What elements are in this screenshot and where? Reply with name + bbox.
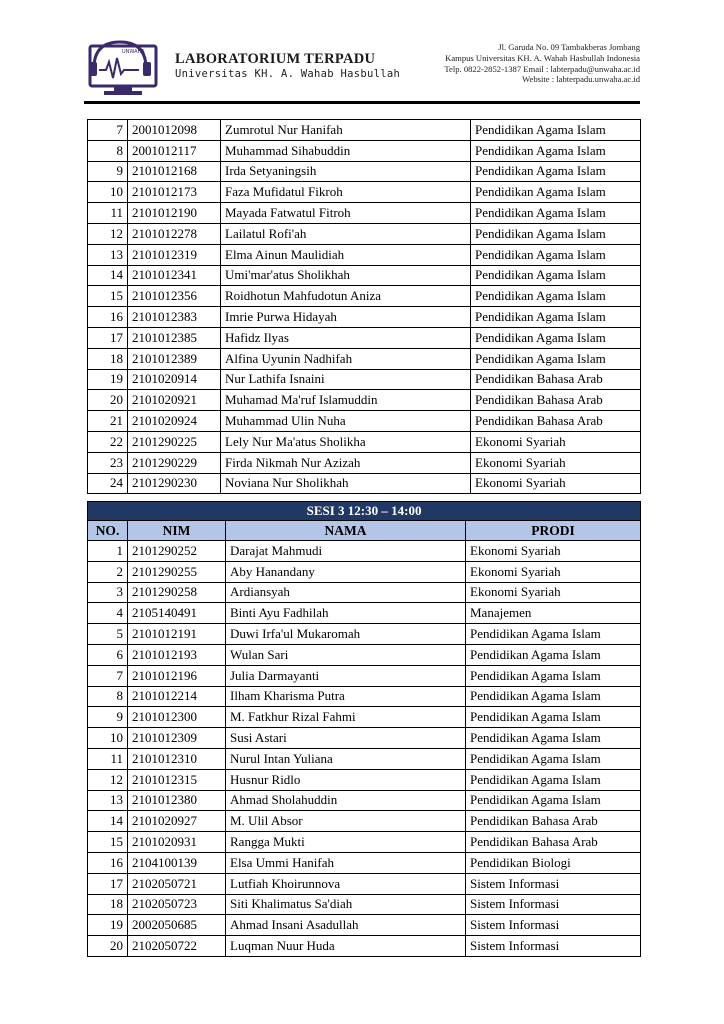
table-row xyxy=(88,915,641,936)
table-row xyxy=(88,707,641,728)
table-row xyxy=(88,748,641,769)
cell-nama: Binti Ayu Fadhilah xyxy=(226,603,466,624)
cell-nama: Firda Nikmah Nur Azizah xyxy=(221,452,471,473)
cell-nama: Ardiansyah xyxy=(226,582,466,603)
cell-nama: Lutfiah Khoirunnova xyxy=(226,873,466,894)
cell-no: 16 xyxy=(88,307,128,328)
cell-nim: 2101012310 xyxy=(128,748,226,769)
table-row xyxy=(88,473,641,494)
cell-nama: Roidhotun Mahfudotun Aniza xyxy=(221,286,471,307)
cell-no: 23 xyxy=(88,452,128,473)
table-row xyxy=(88,327,641,348)
table-row xyxy=(88,203,641,224)
cell-nama: Noviana Nur Sholikhah xyxy=(221,473,471,494)
column-header-no: NO. xyxy=(88,521,128,541)
cell-prodi: Pendidikan Bahasa Arab xyxy=(471,369,641,390)
lab-address xyxy=(410,42,640,85)
cell-nama: Irda Setyaningsih xyxy=(221,161,471,182)
cell-prodi: Pendidikan Agama Islam xyxy=(471,161,641,182)
table-row xyxy=(88,873,641,894)
table-row xyxy=(88,665,641,686)
table-header-row xyxy=(88,521,641,541)
cell-prodi: Pendidikan Agama Islam xyxy=(471,182,641,203)
cell-nama: Julia Darmayanti xyxy=(226,665,466,686)
cell-nama: Faza Mufidatul Fikroh xyxy=(221,182,471,203)
cell-nim: 2101012385 xyxy=(128,327,221,348)
cell-no: 6 xyxy=(88,644,128,665)
table-row xyxy=(88,369,641,390)
cell-prodi: Pendidikan Agama Islam xyxy=(471,223,641,244)
cell-nim: 2101290225 xyxy=(128,431,221,452)
cell-nim: 2101012319 xyxy=(128,244,221,265)
cell-nama: Umi'mar'atus Sholikhah xyxy=(221,265,471,286)
cell-nama: Luqman Nuur Huda xyxy=(226,936,466,957)
column-header-nim: NIM xyxy=(128,521,226,541)
cell-nim: 2101012193 xyxy=(128,644,226,665)
cell-nim: 2101012389 xyxy=(128,348,221,369)
cell-nim: 2101020931 xyxy=(128,832,226,853)
cell-no: 22 xyxy=(88,431,128,452)
cell-nama: Lely Nur Ma'atus Sholikha xyxy=(221,431,471,452)
cell-no: 5 xyxy=(88,624,128,645)
cell-nim: 2102050723 xyxy=(128,894,226,915)
cell-nim: 2102050721 xyxy=(128,873,226,894)
cell-nim: 2101012309 xyxy=(128,728,226,749)
cell-nim: 2101012341 xyxy=(128,265,221,286)
table-row xyxy=(88,561,641,582)
cell-nama: Wulan Sari xyxy=(226,644,466,665)
cell-prodi: Pendidikan Agama Islam xyxy=(466,624,641,645)
cell-no: 9 xyxy=(88,161,128,182)
cell-prodi: Pendidikan Agama Islam xyxy=(466,790,641,811)
cell-nim: 2102050722 xyxy=(128,936,226,957)
session-3-table xyxy=(87,501,641,957)
table-body xyxy=(88,120,641,494)
cell-nama: Siti Khalimatus Sa'diah xyxy=(226,894,466,915)
cell-prodi: Pendidikan Agama Islam xyxy=(471,327,641,348)
laboratory-logo-icon xyxy=(84,38,164,98)
cell-no: 13 xyxy=(88,244,128,265)
website-line: Website : labterpadu.unwaha.ac.id xyxy=(522,74,640,85)
cell-prodi: Pendidikan Agama Islam xyxy=(471,265,641,286)
cell-no: 15 xyxy=(88,832,128,853)
lab-subtitle: Universitas KH. A. Wahab Hasbullah xyxy=(175,68,401,80)
table-row xyxy=(88,541,641,562)
cell-no: 1 xyxy=(88,541,128,562)
cell-nim: 2101020921 xyxy=(128,390,221,411)
participants-table-continued xyxy=(87,119,641,494)
table-row xyxy=(88,811,641,832)
cell-prodi: Pendidikan Agama Islam xyxy=(471,348,641,369)
cell-no: 13 xyxy=(88,790,128,811)
cell-nim: 2101012383 xyxy=(128,307,221,328)
cell-nama: Ahmad Sholahuddin xyxy=(226,790,466,811)
cell-nim: 2101012380 xyxy=(128,790,226,811)
table-row xyxy=(88,790,641,811)
cell-nim: 2001012098 xyxy=(128,120,221,141)
table-row xyxy=(88,624,641,645)
cell-prodi: Sistem Informasi xyxy=(466,873,641,894)
cell-no: 17 xyxy=(88,327,128,348)
cell-nama: Elsa Ummi Hanifah xyxy=(226,852,466,873)
table-row xyxy=(88,223,641,244)
table-row xyxy=(88,603,641,624)
cell-prodi: Pendidikan Agama Islam xyxy=(471,203,641,224)
cell-nim: 2101290252 xyxy=(128,541,226,562)
cell-prodi: Pendidikan Agama Islam xyxy=(466,686,641,707)
cell-nim: 2104100139 xyxy=(128,852,226,873)
cell-nama: Muhammad Ulin Nuha xyxy=(221,411,471,432)
cell-nama: Nurul Intan Yuliana xyxy=(226,748,466,769)
cell-prodi: Sistem Informasi xyxy=(466,936,641,957)
cell-prodi: Sistem Informasi xyxy=(466,894,641,915)
cell-nama: Muhamad Ma'ruf Islamuddin xyxy=(221,390,471,411)
cell-nama: Husnur Ridlo xyxy=(226,769,466,790)
contact-line: Telp. 0822-2852-1387 Email : labterpadu@unwaha.ac.id xyxy=(444,63,640,74)
cell-nim: 2101012214 xyxy=(128,686,226,707)
cell-nim: 2101012196 xyxy=(128,665,226,686)
cell-nama: Darajat Mahmudi xyxy=(226,541,466,562)
cell-prodi: Ekonomi Syariah xyxy=(466,582,641,603)
cell-nama: Lailatul Rofi'ah xyxy=(221,223,471,244)
table-row xyxy=(88,307,641,328)
lab-title: LABORATORIUM TERPADU xyxy=(175,51,376,67)
cell-no: 10 xyxy=(88,182,128,203)
table-row xyxy=(88,894,641,915)
cell-no: 11 xyxy=(88,748,128,769)
cell-nim: 2101290258 xyxy=(128,582,226,603)
cell-no: 9 xyxy=(88,707,128,728)
cell-no: 14 xyxy=(88,265,128,286)
column-header-nama: NAMA xyxy=(226,521,466,541)
cell-prodi: Pendidikan Bahasa Arab xyxy=(471,390,641,411)
address-line: Kampus Universitas KH. A. Wahab Hasbullah Indonesia xyxy=(445,52,640,63)
cell-no: 3 xyxy=(88,582,128,603)
cell-no: 8 xyxy=(88,686,128,707)
table-row xyxy=(88,582,641,603)
table-row xyxy=(88,244,641,265)
cell-nama: Imrie Purwa Hidayah xyxy=(221,307,471,328)
session-title: SESI 3 12:30 – 14:00 xyxy=(88,502,641,521)
cell-no: 19 xyxy=(88,369,128,390)
table-row xyxy=(88,936,641,957)
cell-prodi: Pendidikan Agama Islam xyxy=(466,644,641,665)
cell-nim: 2001012117 xyxy=(128,140,221,161)
cell-nim: 2002050685 xyxy=(128,915,226,936)
cell-nim: 2101020924 xyxy=(128,411,221,432)
table-row xyxy=(88,161,641,182)
table-body xyxy=(88,541,641,957)
table-row xyxy=(88,140,641,161)
cell-nama: M. Fatkhur Rizal Fahmi xyxy=(226,707,466,728)
cell-nama: Hafidz Ilyas xyxy=(221,327,471,348)
cell-no: 8 xyxy=(88,140,128,161)
svg-text:UNWAHA: UNWAHA xyxy=(122,49,145,55)
table-row xyxy=(88,728,641,749)
cell-prodi: Pendidikan Agama Islam xyxy=(466,769,641,790)
cell-no: 24 xyxy=(88,473,128,494)
cell-nama: Aby Hanandany xyxy=(226,561,466,582)
table-row xyxy=(88,120,641,141)
cell-no: 2 xyxy=(88,561,128,582)
cell-nim: 2101012315 xyxy=(128,769,226,790)
cell-no: 15 xyxy=(88,286,128,307)
cell-prodi: Pendidikan Bahasa Arab xyxy=(466,832,641,853)
cell-prodi: Pendidikan Agama Islam xyxy=(471,286,641,307)
cell-nama: Ahmad Insani Asadullah xyxy=(226,915,466,936)
cell-no: 18 xyxy=(88,894,128,915)
table-row xyxy=(88,348,641,369)
cell-prodi: Ekonomi Syariah xyxy=(471,452,641,473)
cell-no: 7 xyxy=(88,665,128,686)
cell-nama: Duwi Irfa'ul Mukaromah xyxy=(226,624,466,645)
cell-no: 11 xyxy=(88,203,128,224)
cell-prodi: Pendidikan Agama Islam xyxy=(471,120,641,141)
cell-prodi: Ekonomi Syariah xyxy=(466,541,641,562)
cell-no: 10 xyxy=(88,728,128,749)
cell-nim: 2101012168 xyxy=(128,161,221,182)
cell-nama: Rangga Mukti xyxy=(226,832,466,853)
cell-nim: 2101012300 xyxy=(128,707,226,728)
cell-nim: 2101012191 xyxy=(128,624,226,645)
table-row xyxy=(88,832,641,853)
table-row xyxy=(88,390,641,411)
table-row xyxy=(88,644,641,665)
session-title-row xyxy=(88,502,641,521)
cell-nim: 2101012356 xyxy=(128,286,221,307)
cell-no: 17 xyxy=(88,873,128,894)
cell-nama: Zumrotul Nur Hanifah xyxy=(221,120,471,141)
cell-nama: Mayada Fatwatul Fitroh xyxy=(221,203,471,224)
cell-prodi: Ekonomi Syariah xyxy=(466,561,641,582)
cell-prodi: Pendidikan Agama Islam xyxy=(466,665,641,686)
cell-prodi: Ekonomi Syariah xyxy=(471,473,641,494)
cell-prodi: Pendidikan Bahasa Arab xyxy=(466,811,641,832)
header-divider xyxy=(84,101,640,104)
cell-prodi: Ekonomi Syariah xyxy=(471,431,641,452)
cell-no: 21 xyxy=(88,411,128,432)
cell-prodi: Pendidikan Agama Islam xyxy=(466,728,641,749)
cell-no: 4 xyxy=(88,603,128,624)
table-row xyxy=(88,431,641,452)
table-row xyxy=(88,686,641,707)
cell-no: 7 xyxy=(88,120,128,141)
cell-nama: M. Ulil Absor xyxy=(226,811,466,832)
cell-no: 12 xyxy=(88,223,128,244)
cell-no: 14 xyxy=(88,811,128,832)
cell-nama: Susi Astari xyxy=(226,728,466,749)
cell-no: 20 xyxy=(88,390,128,411)
cell-nim: 2101012190 xyxy=(128,203,221,224)
table-row xyxy=(88,265,641,286)
cell-no: 19 xyxy=(88,915,128,936)
cell-prodi: Pendidikan Agama Islam xyxy=(471,307,641,328)
column-header-prodi: PRODI xyxy=(466,521,641,541)
cell-no: 20 xyxy=(88,936,128,957)
cell-no: 16 xyxy=(88,852,128,873)
table-row xyxy=(88,852,641,873)
cell-prodi: Pendidikan Agama Islam xyxy=(466,707,641,728)
table-row xyxy=(88,769,641,790)
cell-no: 12 xyxy=(88,769,128,790)
cell-prodi: Pendidikan Agama Islam xyxy=(471,244,641,265)
cell-nim: 2101290229 xyxy=(128,452,221,473)
table-row xyxy=(88,286,641,307)
cell-nim: 2101290230 xyxy=(128,473,221,494)
table-row xyxy=(88,182,641,203)
table-row xyxy=(88,411,641,432)
cell-prodi: Manajemen xyxy=(466,603,641,624)
cell-prodi: Pendidikan Biologi xyxy=(466,852,641,873)
cell-no: 18 xyxy=(88,348,128,369)
cell-nim: 2101020927 xyxy=(128,811,226,832)
cell-prodi: Pendidikan Bahasa Arab xyxy=(471,411,641,432)
cell-nim: 2101012173 xyxy=(128,182,221,203)
letterhead xyxy=(84,36,640,102)
cell-nim: 2101012278 xyxy=(128,223,221,244)
cell-nama: Elma Ainun Maulidiah xyxy=(221,244,471,265)
cell-prodi: Pendidikan Agama Islam xyxy=(471,140,641,161)
cell-prodi: Pendidikan Agama Islam xyxy=(466,748,641,769)
cell-nama: Ilham Kharisma Putra xyxy=(226,686,466,707)
table-row xyxy=(88,452,641,473)
address-line: Jl. Garuda No. 09 Tambakberas Jombang xyxy=(498,42,640,52)
cell-nama: Alfina Uyunin Nadhifah xyxy=(221,348,471,369)
cell-nim: 2105140491 xyxy=(128,603,226,624)
cell-nim: 2101290255 xyxy=(128,561,226,582)
cell-nim: 2101020914 xyxy=(128,369,221,390)
cell-nama: Muhammad Sihabuddin xyxy=(221,140,471,161)
cell-prodi: Sistem Informasi xyxy=(466,915,641,936)
cell-nama: Nur Lathifa Isnaini xyxy=(221,369,471,390)
